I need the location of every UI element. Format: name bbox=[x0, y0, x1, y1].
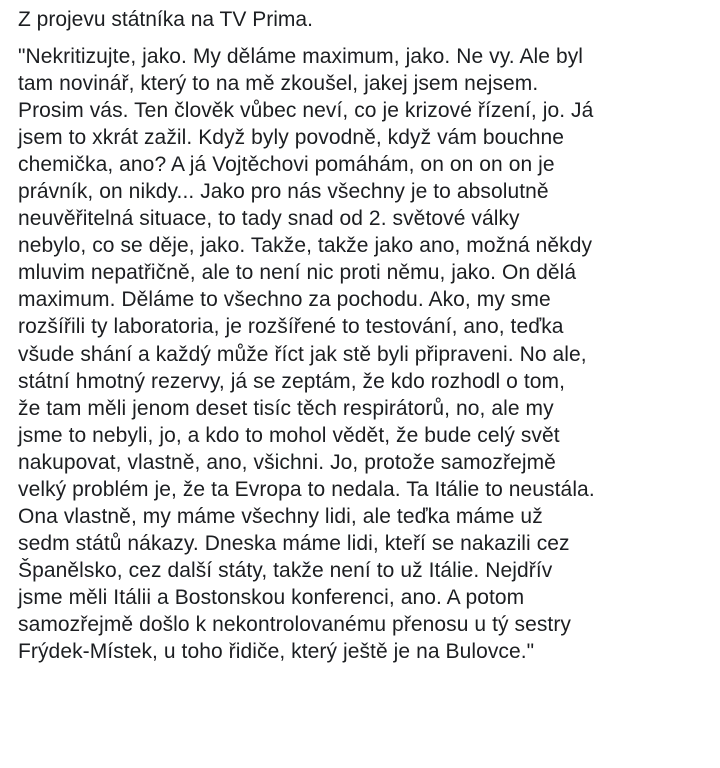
quote-line: tam novinář, který to na mě zkoušel, jakej jsem nejsem. bbox=[18, 72, 539, 96]
quote-line: chemička, ano? A já Vojtěchovi pomáhám, on on on on je bbox=[18, 153, 555, 177]
quote-line: maximum. Děláme to všechno za pochodu. Ako, my sme bbox=[18, 288, 551, 312]
quote-line: všude shání a každý může říct jak stě byli připraveni. No ale, bbox=[18, 342, 587, 366]
quote-line: sedm států nákazy. Dneska máme lidi, kteří se nakazili cez bbox=[18, 531, 570, 555]
quote-line: Španělsko, cez další státy, takže není to už Itálie. Nejdřív bbox=[18, 558, 553, 582]
quote-line: státní hmotný rezervy, já se zeptám, že kdo rozhodl o tom, bbox=[18, 369, 565, 393]
quote-line: nebylo, co se děje, jako. Takže, takže jako ano, možná někdy bbox=[18, 234, 593, 258]
quote-line: Prosim vás. Ten člověk vůbec neví, co je krizové řízení, jo. Já bbox=[18, 99, 594, 123]
quote-line: jsme to nebyli, jo, a kdo to mohol vědět, že bude celý svět bbox=[18, 423, 560, 447]
quote-line: že tam měli jenom deset tisíc těch respirátorů, no, ale my bbox=[18, 396, 554, 420]
quote-line: "Nekritizujte, jako. My děláme maximum, jako. Ne vy. Ale byl bbox=[18, 45, 584, 68]
quote-line: jsem to xkrát zažil. Když byly povodně, když vám bouchne bbox=[18, 126, 565, 150]
quote-line: Frýdek-Místek, u toho řidiče, který ještě je na Bulovce." bbox=[18, 640, 535, 664]
quote-line: mluvim nepatřičně, ale to není nic proti němu, jako. On dělá bbox=[18, 261, 577, 285]
post-title: Z projevu státníka na TV Prima. bbox=[18, 8, 313, 31]
quote-line: nakupovat, vlastně, ano, všichni. Jo, protože samozřejmě bbox=[18, 450, 556, 474]
quote-line: jsme měli Itálii a Bostonskou konferenci, ano. A potom bbox=[18, 585, 525, 609]
quote-line: rozšířili ty laboratoria, je rozšířené to testování, ano, teďka bbox=[18, 315, 564, 339]
quote-line: velký problém je, že ta Evropa to nedala. Ta Itálie to neustála. bbox=[18, 477, 595, 501]
quote-line: neuvěřitelná situace, to tady snad od 2. světové války bbox=[18, 207, 520, 231]
quote-line: právník, on nikdy... Jako pro nás všechny je to absolutně bbox=[18, 180, 549, 204]
quote-line: samozřejmě došlo k nekontrolovanému přenosu u tý sestry bbox=[18, 612, 571, 636]
quote-text bbox=[18, 43, 714, 665]
quote-line: Ona vlastně, my máme všechny lidi, ale teďka máme už bbox=[18, 504, 543, 528]
post bbox=[18, 0, 714, 665]
